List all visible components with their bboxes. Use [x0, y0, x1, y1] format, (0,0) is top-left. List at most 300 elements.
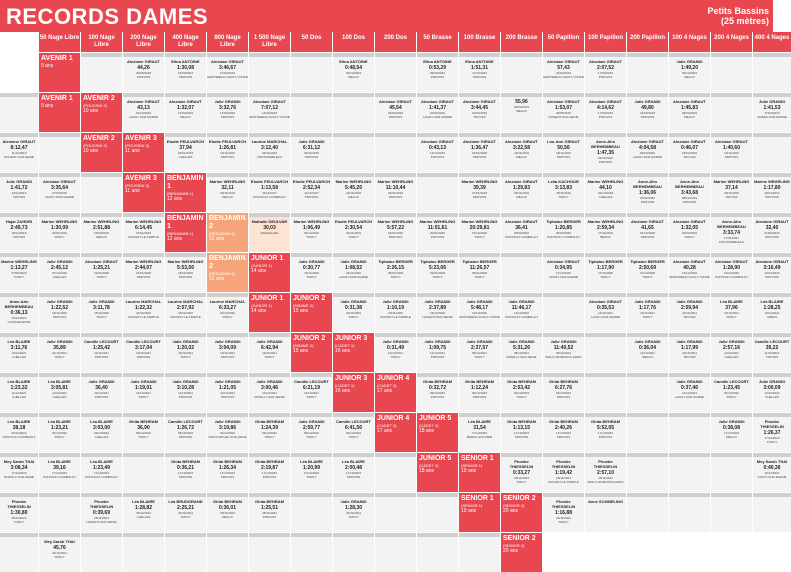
record-city: PONTAULT-COMBAULT — [85, 475, 118, 479]
record-city: LAGNY-SUR-MARNE — [422, 115, 453, 119]
record-date: 16/01/2020 — [471, 151, 487, 155]
record-cell-header — [585, 213, 626, 217]
swimmer-name: Ghita BEHRAM — [213, 459, 242, 464]
record-city: PONTAULT-COMBAULT — [2, 435, 36, 439]
record-time: 49,80 — [641, 105, 654, 111]
record-time: 1:36,06 — [639, 190, 656, 196]
record-city: TORCY — [558, 195, 569, 199]
record-date: 17/12/2023 — [219, 471, 235, 475]
record-time: 2:59,34 — [597, 225, 614, 231]
swimmer-name: Julie GRANDI — [214, 379, 241, 384]
record-time: 3:12,40 — [261, 145, 278, 151]
record-cell-header — [333, 533, 374, 537]
swimmer-name: Marine WEHRLING — [1, 259, 37, 264]
record-cell — [207, 133, 248, 172]
record-time: 3:13,83 — [555, 185, 572, 191]
record-date: 17/12/2023 — [513, 431, 529, 435]
record-date: 09/11/2019 — [764, 191, 780, 195]
record-cell-header — [249, 493, 290, 497]
record-cell-header — [333, 293, 374, 297]
records-grid — [0, 32, 790, 572]
record-date: 11/12/2021 — [136, 391, 151, 395]
category-name: SENIOR 2 — [503, 495, 536, 502]
record-cell-header — [711, 373, 752, 377]
record-cell — [333, 453, 374, 492]
record-cell-header — [165, 93, 206, 97]
swimmer-name: Alexiane GIRAUT — [547, 99, 580, 104]
swimmer-name: Alexiane GIRAUT — [631, 139, 664, 144]
record-cell — [165, 293, 206, 332]
category-age: 17 ans — [377, 428, 393, 434]
record-time: 3:00,46 — [261, 385, 278, 391]
record-cell — [585, 293, 626, 332]
record-time: 1:22,52 — [51, 305, 68, 311]
category-age: 9 ans — [41, 63, 54, 69]
record-time: 55,96 — [515, 99, 528, 105]
swimmer-name: Julie GRANDI — [508, 339, 535, 344]
swimmer-name: Phoebe THIESSELIN — [760, 419, 784, 429]
event-header: 200 Dos — [375, 32, 416, 52]
record-cell — [501, 373, 542, 412]
record-cell — [711, 133, 752, 172]
record-date: 03/12/2022 — [11, 431, 27, 435]
record-date: 21/01/2020 — [135, 271, 151, 275]
record-cell — [81, 213, 122, 252]
event-header: 200 Papillon — [627, 32, 668, 52]
record-date: 09/11/2019 — [220, 191, 235, 195]
swimmer-name: Phoebe THIESSELIN — [89, 499, 114, 509]
category-age: 15 ans — [293, 348, 309, 354]
record-cell — [585, 493, 626, 532]
record-date: 13/11/2021 — [682, 311, 697, 315]
swimmer-name: Julie GRANDI — [718, 339, 745, 344]
record-city: MEAUX — [348, 75, 359, 79]
record-time: 5:31,26 — [513, 345, 530, 351]
swimmer-name: Elodie FEULVARCH — [292, 179, 331, 184]
category-sub: (MINIME 2) — [293, 303, 314, 308]
record-time: 1:41,53 — [763, 105, 781, 111]
record-cell — [669, 493, 710, 532]
record-cell — [249, 453, 290, 492]
record-cell-header — [417, 493, 458, 497]
record-cell-header — [333, 93, 374, 97]
record-date: 29/02/2020 — [513, 231, 529, 235]
record-cell-header — [501, 253, 542, 257]
swimmer-name: Phoebe THIESSELIN — [7, 499, 31, 509]
record-city: TORCY — [138, 395, 149, 399]
record-cell — [165, 133, 206, 172]
record-cell-header — [459, 93, 500, 97]
record-cell-header — [165, 293, 206, 297]
record-cell — [375, 253, 416, 292]
record-cell — [417, 173, 458, 212]
swimmer-name: Elina ANTOINE — [171, 59, 200, 64]
swimmer-name: Julie GRANDI — [46, 339, 73, 344]
record-cell — [753, 253, 791, 292]
record-cell — [333, 93, 374, 132]
record-date: 03/12/2022 — [261, 431, 277, 435]
record-time: 2:37,89 — [429, 305, 446, 311]
record-cell-header — [291, 373, 332, 377]
record-city: TORCY — [516, 395, 527, 399]
record-cell-header — [669, 373, 710, 377]
record-cell — [165, 253, 206, 292]
record-date: 27/01/2019 — [471, 191, 487, 195]
record-city: TORCY — [390, 355, 401, 359]
swimmer-name: Marine WEHRLING — [83, 219, 120, 224]
record-city: PROVINS — [262, 475, 277, 479]
record-date: 17/11/2019 — [598, 231, 613, 235]
record-date: 17/12/2023 — [93, 471, 109, 475]
record-date: 11/12/2021 — [724, 351, 739, 355]
category-age: 10 ans — [83, 108, 99, 114]
record-cell-header — [543, 493, 584, 497]
record-time: 1:20,99 — [303, 465, 320, 471]
swimmer-name: Léa BRUDGRAND — [168, 499, 203, 504]
record-time: 1:32,07 — [177, 105, 194, 111]
record-cell — [585, 173, 626, 212]
record-cell — [207, 413, 248, 452]
swimmer-name: Marine WEHRLING — [167, 259, 204, 264]
record-time: 3:10,28 — [177, 385, 194, 391]
record-time: 30,03 — [263, 225, 276, 231]
record-time: 0:39,69 — [93, 510, 110, 516]
record-cell-header — [375, 253, 416, 257]
record-date: 25/11/2024 — [178, 511, 193, 515]
swimmer-name: Julie GRANDI — [256, 339, 283, 344]
record-city: PROVINS — [598, 115, 613, 119]
record-time: 11:40,52 — [553, 345, 574, 351]
record-cell — [501, 173, 542, 212]
record-city: TROYES — [12, 235, 26, 239]
record-cell — [459, 533, 500, 572]
record-city: LAGNY-SUR-MARNE — [757, 475, 787, 479]
record-cell-header — [543, 213, 584, 217]
swimmer-name: Alexiane GIRAUT — [631, 219, 664, 224]
category-age: 18 ans — [419, 468, 435, 474]
record-date: 12/12/2021 — [429, 351, 445, 355]
swimmer-name: Alexiane GIRAUT — [85, 259, 118, 264]
record-time: 3:03,00 — [93, 425, 110, 431]
swimmer-name: Julie GRANDI — [676, 59, 703, 64]
record-time: 1:23,45 — [723, 385, 740, 391]
record-cell-header — [291, 493, 332, 497]
record-cell — [501, 413, 542, 452]
swimmer-name: Alexiane GIRAUT — [2, 139, 36, 144]
record-city: PROVINS — [430, 395, 445, 399]
record-time: 1:47,35 — [597, 150, 614, 156]
swimmer-name: Ghita BEHRAM — [591, 419, 620, 424]
record-cell — [627, 253, 668, 292]
record-city: TORCY — [306, 235, 317, 239]
category-name: BENJAMIN 2 — [209, 215, 246, 230]
swimmer-name: Léa BLAIRE — [468, 419, 491, 424]
record-city: LAGNY-SUR-MARNE — [590, 315, 621, 319]
record-time: 1:28,30 — [345, 505, 362, 511]
record-cell — [207, 333, 248, 372]
record-cell-header — [375, 133, 416, 137]
record-time: 1:17,76 — [639, 305, 656, 311]
record-city: TORCY — [222, 315, 233, 319]
swimmer-name: Alexiane GIRAUT — [127, 59, 160, 64]
record-city: TORCY — [726, 395, 737, 399]
record-date: 13/11/2019 — [220, 151, 235, 155]
record-city: LAGNY-SUR-MARNE — [128, 115, 159, 119]
record-cell-header — [627, 93, 668, 97]
swimmer-name: Ghita BEHRAM — [171, 459, 200, 464]
record-cell-header — [543, 173, 584, 177]
record-time: 32,11 — [221, 185, 234, 191]
swimmer-name: Alexiane GIRAUT — [755, 259, 789, 264]
record-city: TORCY — [138, 435, 149, 439]
swimmer-name: Julie GRANDI — [424, 299, 451, 304]
record-city: NOGENT-SUR-SEINE — [86, 520, 117, 524]
category-label-right — [291, 333, 332, 372]
category-name: BENJAMIN 2 — [209, 255, 246, 270]
record-date: 11/12/2021 — [764, 351, 780, 355]
record-cell — [459, 213, 500, 252]
swimmer-name: Julie GRANDI — [214, 339, 241, 344]
record-city: TORCY — [306, 395, 317, 399]
record-time: 36,40 — [95, 385, 108, 391]
record-cell-header — [333, 253, 374, 257]
record-cell-header — [165, 53, 206, 57]
record-city: CHELLES — [52, 395, 67, 399]
record-date: 09/11/2019 — [262, 151, 277, 155]
record-cell-header — [627, 373, 668, 377]
record-cell — [81, 173, 122, 212]
record-date: 09/11/2019 — [724, 191, 739, 195]
swimmer-name: Julie GRANDI — [130, 379, 157, 384]
record-city: PROVINS — [388, 115, 403, 119]
record-city: PROVINS — [556, 155, 571, 159]
record-time: 6:31,12 — [303, 145, 320, 151]
swimmer-name: Marine WEHRLING — [209, 179, 246, 184]
record-city: BERCK — [600, 235, 611, 239]
record-city: PROVINS — [765, 275, 779, 279]
record-cell — [333, 173, 374, 212]
record-date: 19/12/2020 — [764, 271, 780, 275]
category-age: 15 ans — [293, 308, 309, 314]
record-cell-header — [669, 253, 710, 257]
record-cell — [39, 493, 80, 532]
record-city: TROYES — [683, 155, 696, 159]
record-date: 05/12/2021 — [555, 351, 571, 355]
swimmer-name: Alexiane GIRAUT — [43, 179, 76, 184]
record-cell-header — [501, 373, 542, 377]
record-time: 5:53,56 — [177, 265, 194, 271]
record-city: LAGNY-SUR-MARNE — [632, 155, 663, 159]
record-cell — [501, 93, 542, 132]
record-time: 1:17,90 — [597, 265, 614, 271]
record-date: 27/01/2019 — [135, 231, 151, 235]
record-cell-header — [0, 253, 38, 257]
record-city: PROVINS — [765, 235, 779, 239]
swimmer-name: Ghita BEHRAM — [129, 419, 158, 424]
record-cell-header — [627, 53, 668, 57]
event-header: 100 Dos — [333, 32, 374, 52]
record-city: TORCY — [264, 355, 275, 359]
record-time: 1:30,09 — [51, 225, 68, 231]
swimmer-name: Julie GRANDI — [298, 139, 325, 144]
record-time: 1:12,24 — [471, 385, 488, 391]
swimmer-name: Anne SCHMELING — [587, 499, 624, 504]
record-time: 2:40,26 — [555, 425, 572, 431]
record-time: 3:33,74 — [723, 230, 740, 236]
record-cell — [165, 53, 206, 92]
swimmer-name: Ghita BEHRAM — [255, 499, 284, 504]
record-cell-header — [81, 373, 122, 377]
record-cell — [669, 333, 710, 372]
record-date: 17/12/2023 — [723, 431, 739, 435]
record-cell-header — [81, 453, 122, 457]
record-cell — [39, 253, 80, 292]
swimmer-name: Julie GRANDI — [676, 299, 703, 304]
record-city: PROVINS — [556, 435, 571, 439]
record-city: PROVINS — [472, 195, 487, 199]
record-time: 1:53,07 — [555, 105, 572, 111]
record-city: PONTAULT-COMBAULT — [43, 475, 76, 479]
record-city: PROVINS — [388, 195, 403, 199]
record-time: 1:20,85 — [555, 225, 572, 231]
record-time: 1:28,82 — [135, 505, 152, 511]
record-cell — [0, 413, 38, 452]
record-cell — [501, 253, 542, 292]
record-time: 0:48,54 — [345, 65, 362, 71]
record-time: 5:23,06 — [429, 265, 446, 271]
swimmer-name: Julie GRANDI — [340, 259, 367, 264]
record-city: TORCY — [306, 475, 317, 479]
record-cell — [39, 533, 80, 572]
record-date: 13/11/2021 — [598, 311, 613, 315]
record-cell — [753, 453, 791, 492]
record-time: 6:42,94 — [261, 345, 278, 351]
category-sub: (CADET 1) — [335, 343, 355, 348]
record-cell-header — [459, 253, 500, 257]
record-city: PROVINS — [724, 155, 739, 159]
record-time: 1:13,58 — [261, 185, 278, 191]
record-date: 16/01/2020 — [681, 151, 697, 155]
record-cell-header — [711, 93, 752, 97]
record-cell-header — [207, 93, 248, 97]
record-cell-header — [0, 533, 38, 537]
record-time: 3:22,58 — [513, 145, 530, 151]
category-label-right — [207, 253, 248, 292]
record-cell — [81, 253, 122, 292]
record-cell-header — [165, 333, 206, 337]
category-name: AVENIR 1 — [41, 55, 73, 62]
record-city: MELUN — [516, 195, 527, 199]
record-cell-header — [501, 333, 542, 337]
record-cell — [501, 213, 542, 252]
record-time: 1:13,15 — [513, 425, 530, 431]
record-time: 2:44,07 — [135, 265, 152, 271]
record-date: 15/11/2020 — [52, 311, 67, 315]
swimmer-name: Marine WEHRLING — [461, 219, 498, 224]
record-date: 24/11/2021 — [52, 551, 67, 555]
record-cell — [0, 173, 38, 212]
swimmer-name: Léa BLAIRE — [90, 459, 113, 464]
record-time: 6:21,19 — [303, 385, 320, 391]
record-time: 5:45,26 — [345, 185, 362, 191]
record-date: 25/11/2024 — [598, 476, 613, 480]
record-cell-header — [501, 53, 542, 57]
record-cell — [39, 173, 80, 212]
record-cell-header — [249, 133, 290, 137]
record-time: 2:51,88 — [93, 225, 110, 231]
swimmer-name: Julie GRANDI — [676, 379, 703, 384]
record-cell — [165, 453, 206, 492]
record-city: LAGNY-SUR-MARNE — [44, 195, 75, 199]
record-cell — [165, 493, 206, 532]
record-date: 12/12/2021 — [681, 391, 697, 395]
record-cell — [249, 133, 290, 172]
record-cell — [459, 93, 500, 132]
record-date: 24/11/2020 — [136, 311, 151, 315]
swimmer-name: Tiphaine BERGER — [378, 259, 413, 264]
swimmer-name: Alexiane GIRAUT — [755, 219, 789, 224]
record-city: TORCY — [54, 235, 65, 239]
record-city: PROVINS — [598, 435, 613, 439]
swimmer-name: Ghita BEHRAM — [213, 499, 242, 504]
record-date: 14/04/2019 — [261, 111, 277, 115]
record-date: 17/03/2019 — [597, 111, 613, 115]
record-city: PROVINS — [94, 395, 109, 399]
record-cell — [81, 493, 122, 532]
record-cell — [123, 213, 164, 252]
record-cell-header — [291, 413, 332, 417]
record-date: 10/12/2019 — [135, 111, 151, 115]
swimmer-name: Ghita BEHRAM — [255, 419, 284, 424]
record-cell — [753, 293, 791, 332]
pool-label — [707, 6, 769, 26]
record-date: 03/11/2019 — [346, 231, 361, 235]
record-city: TORCY — [474, 275, 485, 279]
record-date: 01/02/2020 — [764, 231, 780, 235]
record-time: 1:49,20 — [681, 65, 698, 71]
category-name: JUNIOR 4 — [377, 415, 410, 422]
record-cell — [123, 453, 164, 492]
swimmer-name: Léa BLAIRE — [48, 459, 71, 464]
record-city: PROVINS — [430, 235, 445, 239]
record-city: LAGNY-SUR-MARNE — [338, 275, 369, 279]
record-date: 03/12/2022 — [93, 431, 109, 435]
record-cell-header — [501, 453, 542, 457]
record-date: 15/11/2020 — [94, 311, 109, 315]
record-cell — [291, 533, 332, 572]
record-time: 8:12,47 — [10, 145, 28, 151]
record-city: TORCY — [642, 275, 653, 279]
record-cell-header — [417, 53, 458, 57]
record-cell — [669, 413, 710, 452]
record-city: PROVINS — [430, 75, 445, 79]
record-city: PROVINS — [178, 275, 193, 279]
record-time: 3:00,09 — [763, 385, 781, 391]
record-cell-header — [585, 293, 626, 297]
record-cell — [669, 53, 710, 92]
record-time: 2:57,16 — [723, 345, 740, 351]
record-cell-header — [459, 293, 500, 297]
record-date: 20/01/2020 — [429, 231, 445, 235]
record-city: TORCY — [474, 355, 485, 359]
record-cell-header — [123, 373, 164, 377]
record-date: 13/12/2020 — [513, 311, 529, 315]
record-date: 11/11/2017 — [262, 191, 277, 195]
record-cell-header — [39, 133, 80, 137]
record-cell — [291, 213, 332, 252]
record-cell — [501, 293, 542, 332]
record-time: 1:17,99 — [681, 345, 698, 351]
